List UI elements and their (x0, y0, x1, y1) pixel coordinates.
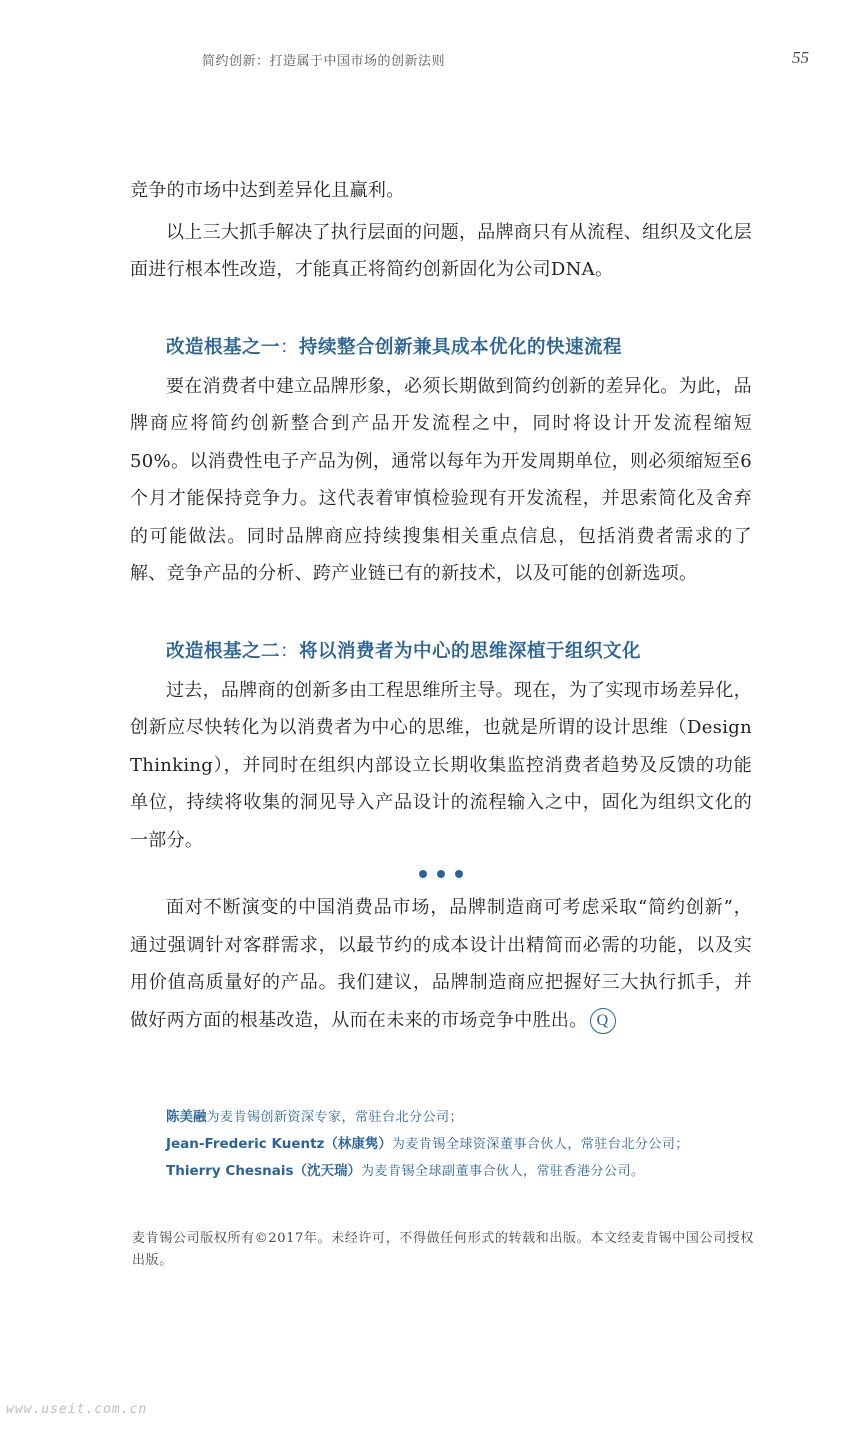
section-heading-1-label: 改造根基之一 (166, 336, 281, 358)
section-2-paragraph: 过去，品牌商的创新多由工程思维所主导。现在，为了实现市场差异化，创新应尽快转化为以消费者为中心的思维，也就是所谓的设计思维（Design Thinking），并同时在组织内部设立长期收集监控消费者趋势及反馈的功能单位，持续将收集的洞见导入产品设计的流程输入之中，固化为组织文化的一部分。 (130, 679, 752, 851)
divider-dot (437, 870, 445, 878)
author-description: 为麦肯锡创新资深专家，常驻台北分公司； (206, 1110, 464, 1125)
author-name: Jean-Frederic Kuentz（林康隽） (166, 1136, 392, 1152)
site-watermark: www.useit.com.cn (6, 1402, 148, 1417)
section-divider-dots (130, 870, 752, 878)
author-credits (166, 1104, 786, 1185)
author-name: 陈美融 (166, 1109, 207, 1125)
author-name: Thierry Chesnais（沈天瑞） (166, 1163, 362, 1179)
section-1-paragraph: 要在消费者中建立品牌形象，必须长期做到简约创新的差异化。为此，品牌商应将简约创新整合到产品开发流程之中，同时将设计开发流程缩短50%。以消费性电子产品为例，通常以每年为开发周期单位，则必须缩短至6个月才能保持竞争力。这代表着审慎检验现有开发流程，并思索简化及舍弃的可能做法。同时品牌商应持续搜集相关重点信息，包括消费者需求的了解、竞争产品的分析、跨产业链已有的新技术，以及可能的创新选项。 (130, 375, 752, 584)
section-heading-2 (166, 633, 752, 670)
divider-dot (455, 870, 463, 878)
author-credit (166, 1104, 786, 1131)
paragraph-intro-summary: 以上三大抓手解决了执行层面的问题，品牌商只有从流程、组织及文化层面进行根本性改造，才能真正将简约创新固化为公司DNA。 (130, 221, 752, 280)
divider-dot (419, 870, 427, 878)
quarterly-end-mark-icon: Q (590, 1008, 616, 1034)
author-credit (166, 1131, 786, 1158)
article-body (130, 172, 752, 1039)
author-credit (166, 1158, 786, 1185)
section-heading-2-title: 将以消费者为中心的思维深植于组织文化 (299, 640, 642, 662)
paragraph-intro-continuation: 竞争的市场中达到差异化且赢利。 (130, 180, 405, 201)
copyright-notice: 麦肯锡公司版权所有©2017年。未经许可，不得做任何形式的转载和出版。本文经麦肯锡中国公司授权出版。 (132, 1231, 754, 1268)
author-description: 为麦肯锡全球副董事合伙人，常驻香港分公司。 (361, 1164, 645, 1179)
section-heading-2-label: 改造根基之二 (166, 640, 281, 662)
page-number: 55 (792, 48, 809, 67)
conclusion-paragraph (130, 889, 752, 1039)
conclusion-text: 面对不断演变的中国消费品市场，品牌制造商可考虑采取“简约创新”，通过强调针对客群需求，以最节约的成本设计出精简而必需的功能，以及实用价值高质量好的产品。我们建议，品牌制造商应把握好三大执行抓手，并做好两方面的根基改造，从而在未来的市场竞争中胜出。 (130, 897, 752, 1031)
section-heading-1 (166, 329, 752, 366)
running-title: 简约创新：打造属于中国市场的创新法则 (202, 54, 446, 69)
section-heading-2-colon: ： (280, 640, 300, 662)
section-heading-1-title: 持续整合创新兼具成本优化的快速流程 (299, 336, 623, 358)
author-description: 为麦肯锡全球资深董事合伙人，常驻台北分公司； (391, 1137, 689, 1152)
section-heading-1-colon: ： (280, 336, 300, 358)
